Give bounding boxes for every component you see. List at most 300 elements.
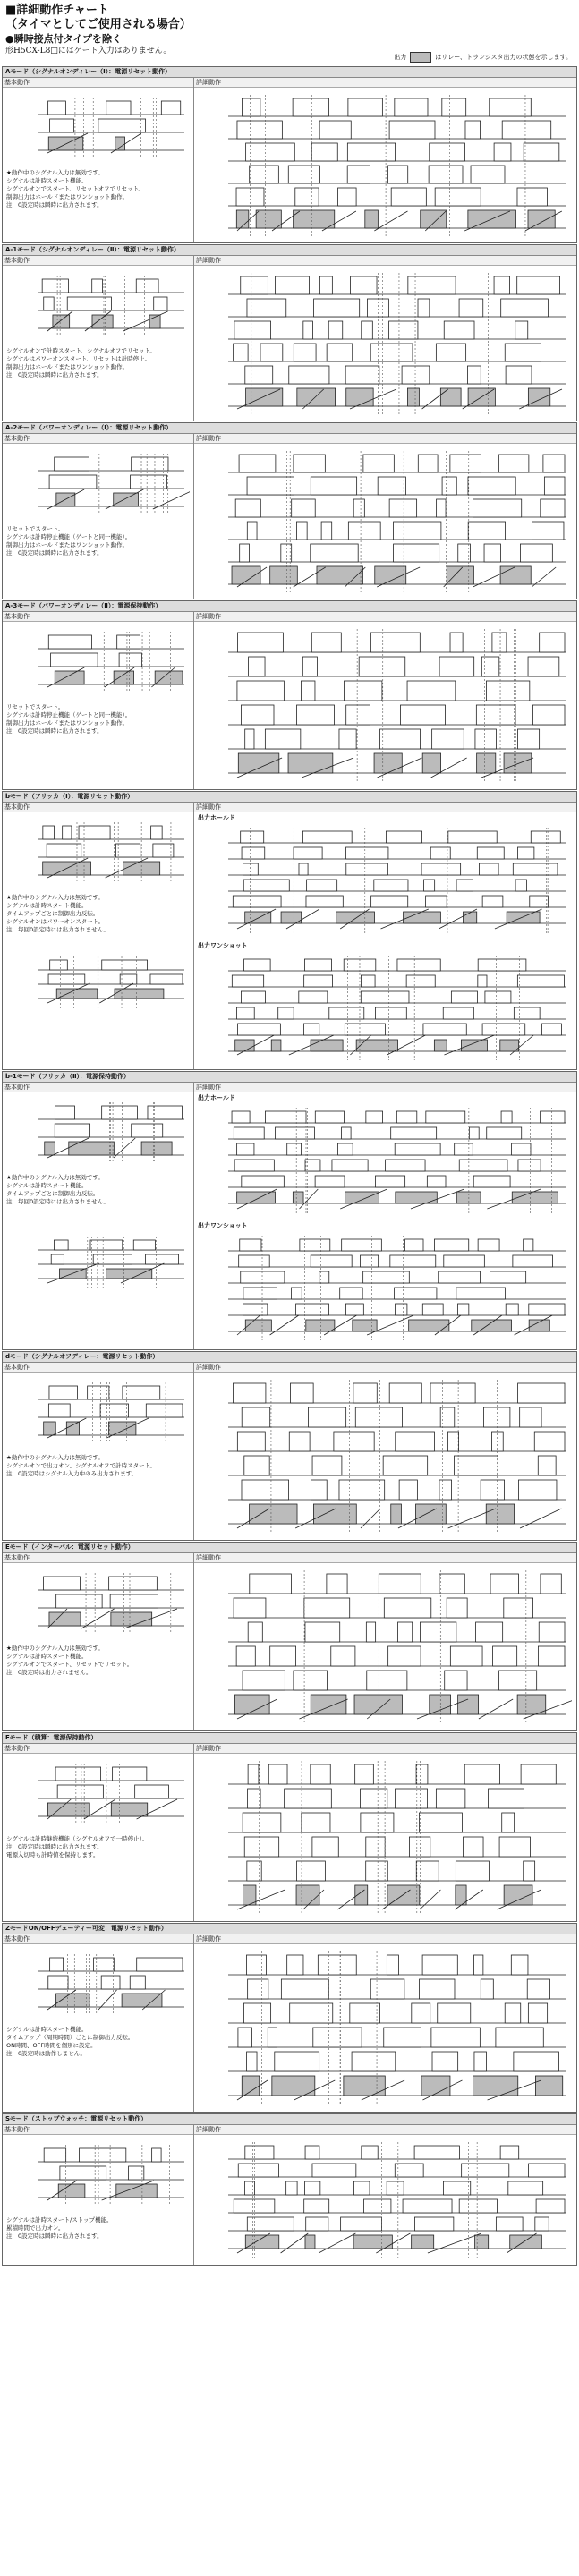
timing-pulse [539, 1622, 565, 1642]
timing-pulse [79, 826, 110, 839]
timing-pulse [416, 1861, 439, 1881]
timing-pulse [303, 321, 313, 339]
timing-pulse [305, 2146, 319, 2159]
timing-pulse [233, 1383, 265, 1403]
timing-pulse [406, 975, 435, 987]
timing-pulse [486, 681, 529, 701]
timing-pulse [276, 1127, 315, 1139]
timing-pulse [356, 1040, 397, 1051]
timing-pulse [311, 1040, 343, 1051]
timing-pulse [270, 1646, 296, 1666]
timing-pulse [499, 1837, 530, 1857]
timing-pulse [490, 98, 532, 116]
document-header [5, 4, 574, 66]
timing-pulse [299, 991, 328, 1003]
basic-timing-chart-oneshot [6, 951, 190, 1014]
timing-pulse [241, 991, 265, 1003]
timing-pulse [512, 1143, 531, 1155]
timing-pulse [265, 1111, 306, 1123]
mode-title: ZモードON/OFFデューティー可変：電源リセット動作） [3, 1924, 576, 1934]
timing-pulse [50, 1958, 64, 1971]
timing-pulse [504, 1598, 533, 1618]
timing-pulse [242, 1480, 289, 1500]
timing-pulse [387, 1955, 398, 1975]
timing-pulse [502, 121, 551, 139]
timing-pulse [232, 566, 260, 584]
timing-pulse [314, 299, 360, 317]
timing-pulse [540, 633, 565, 652]
timing-pulse [366, 1861, 388, 1881]
timing-pulse [336, 912, 375, 923]
timing-pulse [48, 635, 91, 649]
timing-pulse [244, 959, 271, 971]
timing-pulse [305, 2235, 315, 2249]
timing-pulse [390, 1255, 436, 1267]
detail-timing-chart-hold [196, 1102, 572, 1220]
basic-operation-column [3, 434, 194, 599]
timing-pulse [93, 1254, 132, 1264]
timing-pulse [414, 2146, 459, 2159]
doc-title: ■詳細動作チャート [5, 4, 109, 17]
timing-pulse [271, 1040, 281, 1051]
timing-pulse [403, 2199, 452, 2213]
doc-sub-note: 形H5CX-L8□にはゲート入力はありません。 [5, 47, 172, 55]
timing-pulse [371, 896, 408, 907]
timing-pulse [420, 1622, 456, 1642]
mode-section [2, 422, 577, 599]
timing-pulse [248, 1979, 268, 1999]
timing-pulse [346, 705, 370, 725]
timing-pulse [106, 101, 131, 115]
mode-description: ★動作中のシグナル入力は無効です。 シグナルは計時スタート機能。 タイムアップごとに制御出力反転。 注．毎回0設定時には出力されません。 [6, 1174, 110, 1205]
timing-pulse [500, 2146, 519, 2159]
timing-pulse [48, 137, 83, 150]
timing-pulse [102, 960, 148, 970]
timing-pulse [297, 1861, 326, 1881]
timing-pulse [242, 847, 265, 859]
timing-pulse [66, 1422, 79, 1435]
timing-pulse [293, 98, 328, 116]
timing-pulse [276, 276, 310, 294]
timing-pulse [129, 2166, 144, 2180]
timing-pulse [500, 566, 531, 584]
timing-pulse [355, 1407, 402, 1427]
timing-pulse [92, 279, 103, 293]
timing-pulse [477, 847, 504, 859]
timing-pulse [536, 2199, 565, 2213]
timing-pulse [517, 276, 560, 294]
timing-pulse [117, 635, 140, 649]
timing-pulse [148, 1106, 182, 1119]
timing-pulse [383, 1456, 427, 1475]
timing-pulse [342, 1239, 382, 1251]
timing-pulse [327, 344, 353, 361]
timing-pulse [44, 1422, 56, 1435]
timing-pulse [353, 2235, 392, 2249]
timing-pulse [513, 1255, 553, 1267]
timing-pulse [476, 705, 515, 725]
timing-pulse [494, 276, 510, 294]
timing-pulse [346, 388, 373, 406]
timing-pulse [405, 1239, 423, 1251]
timing-pulse [313, 1504, 356, 1524]
timing-pulse [474, 1955, 483, 1975]
timing-pulse [389, 321, 418, 339]
timing-pulse [245, 2235, 278, 2249]
timing-pulse [482, 896, 503, 907]
timing-pulse [481, 1979, 493, 1999]
timing-pulse [48, 1404, 70, 1417]
timing-ramp [428, 2233, 481, 2253]
timing-pulse [311, 1255, 352, 1267]
timing-pulse [100, 1404, 128, 1417]
mode-title: Eモード（インターバル：電源リセット動作） [3, 1543, 576, 1553]
basic-timing-chart-oneshot [6, 1231, 190, 1294]
basic-timing-chart [6, 626, 190, 698]
timing-pulse [374, 753, 402, 773]
timing-pulse [306, 1320, 335, 1331]
timing-pulse [237, 1192, 276, 1203]
basic-timing-chart [6, 92, 190, 164]
timing-pulse [521, 1764, 556, 1784]
timing-pulse [345, 1192, 379, 1203]
timing-pulse [285, 1789, 332, 1808]
basic-operation-column [3, 2125, 194, 2265]
timing-pulse [287, 1955, 303, 1975]
timing-pulse [311, 1764, 330, 1784]
timing-pulse [421, 863, 461, 875]
timing-pulse [234, 1127, 264, 1139]
timing-pulse [517, 729, 539, 749]
timing-pulse [351, 276, 377, 294]
timing-ramp [319, 2233, 355, 2253]
timing-pulse [366, 1111, 383, 1123]
timing-pulse [116, 2184, 157, 2198]
timing-pulse [346, 863, 388, 875]
timing-pulse [141, 1142, 172, 1155]
timing-pulse [485, 991, 511, 1003]
timing-pulse [447, 1432, 458, 1451]
timing-pulse [311, 143, 337, 161]
detail-operation-column [194, 1363, 576, 1540]
timing-pulse [48, 101, 66, 115]
timing-pulse [379, 1574, 421, 1594]
timing-pulse [386, 831, 421, 843]
timing-pulse [303, 1024, 319, 1035]
basic-timing-chart [6, 2139, 190, 2211]
timing-pulse [364, 2199, 391, 2213]
timing-pulse [114, 493, 139, 506]
timing-ramp [47, 1263, 99, 1283]
basic-operation-column [3, 1363, 194, 1540]
timing-pulse [45, 1142, 55, 1155]
basic-operation-column [3, 1083, 194, 1349]
mode-description: シグナルは計時スタート/ストップ機能。 累積時間で出力オン。 注．0設定時は瞬時に出力されます。 [6, 2216, 113, 2240]
basic-operation-label: 基本動作 [3, 1083, 193, 1092]
timing-pulse [270, 566, 298, 584]
timing-pulse [440, 388, 461, 406]
timing-pulse [234, 1160, 274, 1171]
output-oneshot-label: 出力ワンショット [198, 1222, 248, 1229]
timing-pulse [445, 1671, 467, 1690]
timing-pulse [498, 455, 528, 472]
timing-pulse [475, 729, 497, 749]
doc-note: ●瞬時接点付タイプを除く [5, 33, 123, 45]
detail-operation-label: 詳細動作 [194, 1083, 576, 1092]
timing-pulse [422, 753, 440, 773]
timing-pulse [412, 2003, 430, 2023]
timing-pulse [541, 1111, 565, 1123]
detail-operation-label: 詳細動作 [194, 803, 576, 812]
timing-pulse [486, 1504, 514, 1524]
timing-pulse [389, 499, 416, 517]
timing-pulse [363, 455, 394, 472]
timing-pulse [334, 1432, 374, 1451]
timing-pulse [501, 1111, 512, 1123]
timing-pulse [421, 210, 447, 228]
timing-pulse [302, 657, 317, 676]
timing-pulse [439, 1271, 481, 1283]
detail-operation-column [194, 1934, 576, 2112]
timing-pulse [524, 1861, 535, 1881]
timing-pulse [44, 297, 54, 310]
mode-title: Sモード（ストップウォッチ：電源リセット動作） [3, 2114, 576, 2125]
timing-pulse [88, 1386, 109, 1399]
basic-timing-chart [6, 270, 190, 342]
detail-operation-label: 詳細動作 [194, 1553, 576, 1563]
basic-operation-column [3, 803, 194, 1069]
mode-section [2, 1542, 577, 1731]
detail-operation-label: 詳細動作 [194, 78, 576, 88]
timing-pulse [248, 1764, 259, 1784]
timing-pulse [396, 1304, 407, 1315]
timing-pulse [232, 975, 263, 987]
timing-pulse [361, 1255, 379, 1267]
timing-pulse [432, 729, 464, 749]
timing-pulse [375, 566, 406, 584]
timing-pulse [236, 1646, 255, 1666]
timing-pulse [248, 1622, 262, 1642]
timing-pulse [524, 143, 559, 161]
chart-sections [2, 66, 577, 2266]
timing-pulse [152, 2148, 161, 2162]
mode-section [2, 1923, 577, 2113]
timing-pulse [493, 1646, 517, 1666]
timing-pulse [115, 844, 140, 857]
timing-pulse [396, 1432, 435, 1451]
timing-pulse [246, 1955, 266, 1975]
timing-pulse [106, 1269, 152, 1279]
detail-operation-column [194, 78, 576, 242]
timing-pulse [67, 297, 111, 310]
timing-pulse [416, 1764, 428, 1784]
timing-pulse [367, 1671, 407, 1690]
timing-pulse [472, 1320, 512, 1331]
timing-pulse [278, 1007, 294, 1019]
timing-pulse [430, 1695, 451, 1714]
timing-pulse [524, 1239, 533, 1251]
timing-pulse [42, 279, 68, 293]
timing-pulse [418, 455, 438, 472]
timing-pulse [517, 188, 547, 206]
timing-pulse [370, 633, 420, 652]
basic-operation-label: 基本動作 [3, 256, 193, 266]
timing-pulse [342, 1127, 352, 1139]
timing-pulse [245, 729, 254, 749]
timing-pulse [245, 2181, 255, 2195]
timing-pulse [448, 831, 497, 843]
timing-pulse [119, 653, 141, 667]
timing-pulse [301, 681, 315, 701]
timing-pulse [63, 826, 72, 839]
timing-pulse [352, 2052, 396, 2071]
timing-pulse [473, 499, 521, 517]
timing-pulse [268, 1764, 287, 1784]
timing-pulse [98, 119, 146, 132]
timing-pulse [527, 1979, 549, 1999]
timing-pulse [370, 344, 413, 361]
timing-pulse [456, 880, 473, 891]
timing-pulse [238, 2028, 252, 2047]
timing-pulse [299, 863, 308, 875]
timing-pulse [419, 1813, 462, 1832]
basic-operation-column [3, 1553, 194, 1730]
timing-pulse [244, 1456, 269, 1475]
timing-pulse [243, 1288, 277, 1299]
timing-pulse [487, 1127, 522, 1139]
timing-pulse [459, 2199, 497, 2213]
timing-pulse [250, 1504, 297, 1524]
timing-pulse [247, 522, 257, 540]
timing-pulse [492, 633, 507, 652]
timing-pulse [370, 1979, 404, 1999]
timing-pulse [511, 1955, 528, 1975]
timing-pulse [496, 2217, 523, 2231]
timing-pulse [272, 2076, 315, 2096]
detail-operation-label: 詳細動作 [194, 256, 576, 266]
timing-pulse [386, 1160, 425, 1171]
timing-pulse [363, 1271, 410, 1283]
timing-pulse [337, 1143, 353, 1155]
basic-timing-chart [6, 1949, 190, 2020]
timing-pulse [287, 1143, 302, 1155]
timing-pulse [496, 2028, 543, 2047]
timing-pulse [51, 653, 98, 667]
timing-pulse [341, 2217, 382, 2231]
timing-pulse [442, 98, 466, 116]
timing-pulse [468, 477, 515, 495]
timing-pulse [294, 455, 325, 472]
timing-pulse [461, 1040, 487, 1051]
timing-pulse [237, 121, 282, 139]
timing-pulse [434, 1040, 447, 1051]
timing-pulse [237, 1143, 254, 1155]
timing-pulse [49, 1612, 81, 1626]
timing-pulse [136, 279, 158, 293]
timing-pulse [515, 321, 528, 339]
timing-pulse [243, 1671, 285, 1690]
timing-pulse [311, 1480, 327, 1500]
timing-pulse [123, 1386, 160, 1399]
timing-pulse [520, 1407, 541, 1427]
timing-pulse [414, 2217, 453, 2231]
timing-pulse [361, 975, 375, 987]
timing-pulse [43, 826, 55, 839]
timing-pulse [111, 1612, 152, 1626]
timing-pulse [391, 188, 426, 206]
timing-pulse [312, 1456, 342, 1475]
timing-pulse [132, 1124, 163, 1137]
mode-description: ★動作中のシグナル入力は無効です。 シグナルは計時スタート機能。 タイムアップごとに制御出力反転。 シグナルオンはパワーオンスタート。 注．毎回0設定時には出力されません。 [6, 894, 110, 933]
timing-pulse [154, 297, 167, 310]
timing-pulse [239, 1255, 270, 1267]
detail-operation-column [194, 612, 576, 789]
timing-pulse [422, 1304, 443, 1315]
basic-operation-column [3, 612, 194, 789]
timing-pulse [238, 753, 279, 773]
timing-pulse [396, 1111, 416, 1123]
basic-operation-label: 基本動作 [3, 1744, 193, 1754]
timing-pulse [465, 121, 481, 139]
timing-pulse [311, 544, 358, 562]
timing-pulse [395, 1143, 440, 1155]
timing-pulse [286, 2181, 297, 2195]
timing-pulse [328, 321, 342, 339]
timing-pulse [256, 210, 281, 228]
detail-operation-label: 詳細動作 [194, 2125, 576, 2135]
timing-pulse [265, 729, 300, 749]
timing-pulse [311, 633, 341, 652]
timing-pulse [250, 166, 279, 183]
mode-title: Aモード（シグナルオンディレー（Ⅰ）：電源リセット動作） [3, 67, 576, 78]
timing-pulse [291, 1288, 302, 1299]
timing-pulse [50, 960, 68, 970]
timing-pulse [329, 1007, 364, 1019]
mode-description: シグナルオンで計時スタート、シグナルオフでリセット。 シグナルはパワーオンスタート、リセットは計時停止。 制御出力はホールドまたはワンショット動作。 注．0設定時は瞬時に出力されます。 [6, 347, 156, 378]
detail-operation-label: 詳細動作 [194, 1744, 576, 1754]
timing-pulse [241, 276, 268, 294]
mode-description: ★動作中のシグナル入力は無効です。 シグナルは計時スタート機能。 シグナルオンでスタート、リセットでリセット。 注．0設定時は出力されません。 [6, 1645, 133, 1676]
timing-pulse [412, 2235, 434, 2249]
basic-operation-label: 基本動作 [3, 612, 193, 622]
timing-pulse [535, 2076, 562, 2096]
timing-pulse [131, 475, 167, 489]
timing-pulse [489, 1789, 524, 1808]
timing-pulse [250, 1574, 292, 1594]
timing-pulse [529, 1304, 565, 1315]
timing-pulse [90, 1240, 123, 1250]
timing-pulse [306, 896, 343, 907]
timing-pulse [161, 101, 180, 115]
timing-pulse [532, 705, 565, 725]
legend [394, 52, 572, 63]
mode-description: リセットでスタート。 シグナルは計時停止機能（ゲートと同一機能）。 制御出力はホールドまたはワンショット動作。 注．0設定時は瞬時に出力されます。 [6, 525, 132, 557]
timing-pulse [302, 1813, 330, 1832]
detail-operation-column [194, 1553, 576, 1730]
detail-timing-chart-oneshot [196, 1230, 572, 1346]
timing-pulse [315, 1176, 345, 1187]
detail-timing-chart [196, 1756, 572, 1920]
doc-subtitle: （タイマとしてご使用される場合） [5, 18, 192, 31]
timing-pulse [151, 826, 163, 839]
timing-pulse [444, 321, 474, 339]
basic-operation-label: 基本動作 [3, 2125, 193, 2135]
timing-pulse [242, 2076, 260, 2096]
timing-pulse [471, 166, 505, 183]
basic-operation-label: 基本動作 [3, 1363, 193, 1373]
timing-pulse [315, 1111, 344, 1123]
timing-pulse [344, 2076, 385, 2096]
